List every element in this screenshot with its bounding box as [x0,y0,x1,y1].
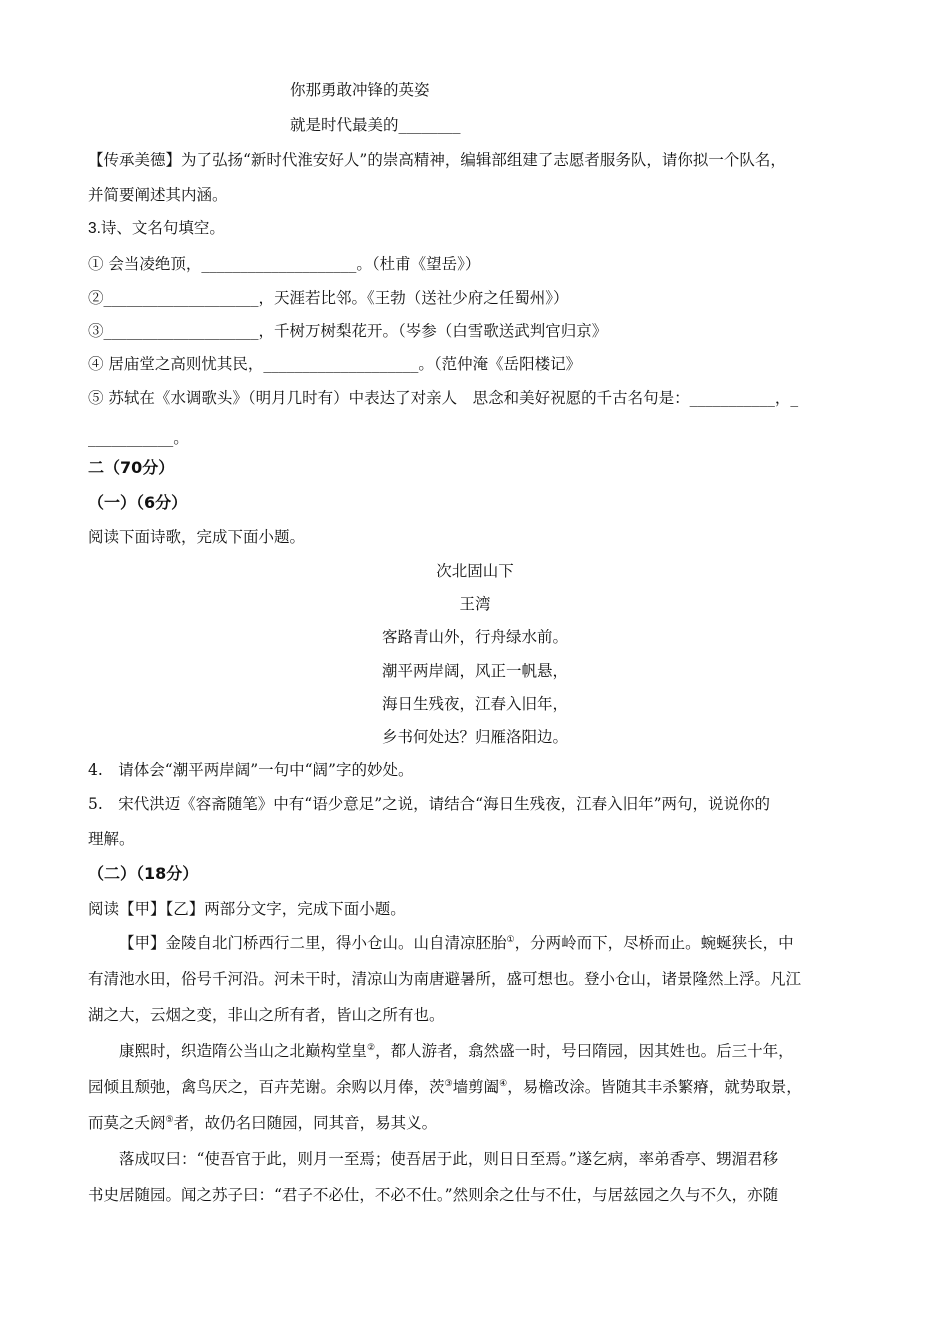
passage-p1-line-1: 【甲】金陵自北门桥西行二里，得小仓山。山自清凉胚胎①，分两岭而下，尽桥而止。蜿蜒狭长，中 [119,934,794,952]
virtue-prompt-line-1: 【传承美德】为了弘扬“新时代淮安好人”的崇高精神，编辑部组建了志愿者服务队，请你拟一个队名， [88,151,786,169]
q3-item-2: ②____________________，天涯若比邻。《王勃（送社少府之任蜀州》） [88,289,569,307]
section-2-title: 二（70分） [88,458,175,477]
question-4: 4. 请体会“潮平两岸阔”一句中“阔”字的妙处。 [88,761,414,779]
passage-p1-line-3: 湖之大，云烟之变，非山之所有者，皆山之所有也。 [88,1006,445,1024]
passage-p1-line-2: 有清池水田，俗号千河沿。河未干时，清凉山为南唐避暑所，盛可想也。登小仓山，诸景隆然上浮。凡江 [88,970,802,988]
q3-item-4: ④ 居庙堂之高则忧其民，____________________。（范仲淹《岳阳楼记》 [88,355,582,373]
question-5-line-1: 5. 宋代洪迈《容斋随笔》中有“语少意足”之说，请结合“海日生残夜，江春入旧年”两句，说说你的 [88,795,770,813]
part-2-title: （二）（18分） [88,864,199,883]
question-5-line-2: 理解。 [88,830,135,848]
passage-p2-line-1: 康熙时，织造隋公当山之北巅构堂皇②，都人游者，翕然盛一时，号曰隋园，因其姓也。后三十年， [119,1042,794,1060]
q3-item-3: ③____________________，千树万树梨花开。（岑参（白雪歌送武判官归京》 [88,322,608,340]
passage-p2-line-3: 而莫之夭阏⑤者，故仍名曰随园，同其音，易其义。 [88,1114,438,1132]
poem-tail-line-2: 就是时代最美的________ [290,116,461,134]
poem-line-2: 潮平两岸阔，风正一帆悬， [381,662,568,680]
poem-line-1: 客路青山外，行舟绿水前。 [381,628,568,646]
footnote-marker-1: ① [506,934,515,945]
poem-author: 王湾 [459,595,491,613]
part-2-instruction: 阅读【甲】【乙】两部分文字，完成下面小题。 [88,900,406,918]
footnote-marker-4: ④ [499,1078,508,1089]
footnote-marker-5: ⑤ [165,1114,174,1125]
q3-item-5: ⑤ 苏轼在《水调歌头》（明月几时有）中表达了对亲人 思念和美好祝愿的千古名句是：___________，_ [88,389,799,407]
part-1-instruction: 阅读下面诗歌，完成下面小题。 [88,528,306,546]
q3-item-5-cont: ___________。 [88,429,189,447]
virtue-prompt-line-2: 并简要阐述其内涵。 [88,186,228,204]
q3-title: 3.诗、文名句填空。 [88,220,225,237]
poem-title: 次北固山下 [436,562,514,580]
passage-p3-line-2: 书史居随园。闻之苏子曰：“君子不必仕，不必不仕。”然则余之仕与不仕，与居兹园之久与不久，亦随 [88,1186,779,1204]
poem-line-4: 乡书何处达？归雁洛阳边。 [381,728,568,746]
poem-tail-line-1: 你那勇敢冲锋的英姿 [290,81,430,99]
footnote-marker-2: ② [367,1042,376,1053]
passage-p3-line-1: 落成叹曰：“使吾官于此，则月一至焉；使吾居于此，则日日至焉。”遂乞病，率弟香亭、甥湄君移 [119,1150,779,1168]
passage-p2-line-2: 园倾且颓弛，禽鸟厌之，百卉芜谢。余购以月俸，茨③墙剪阖④，易檐改涂。皆随其丰杀繁瘠，就势取景， [88,1078,802,1096]
part-1-title: （一）（6分） [88,493,188,512]
q3-item-1: ① 会当凌绝顶，____________________。（杜甫《望岳》） [88,255,481,273]
footnote-marker-3: ③ [444,1078,453,1089]
poem-line-3: 海日生残夜，江春入旧年， [381,695,568,713]
